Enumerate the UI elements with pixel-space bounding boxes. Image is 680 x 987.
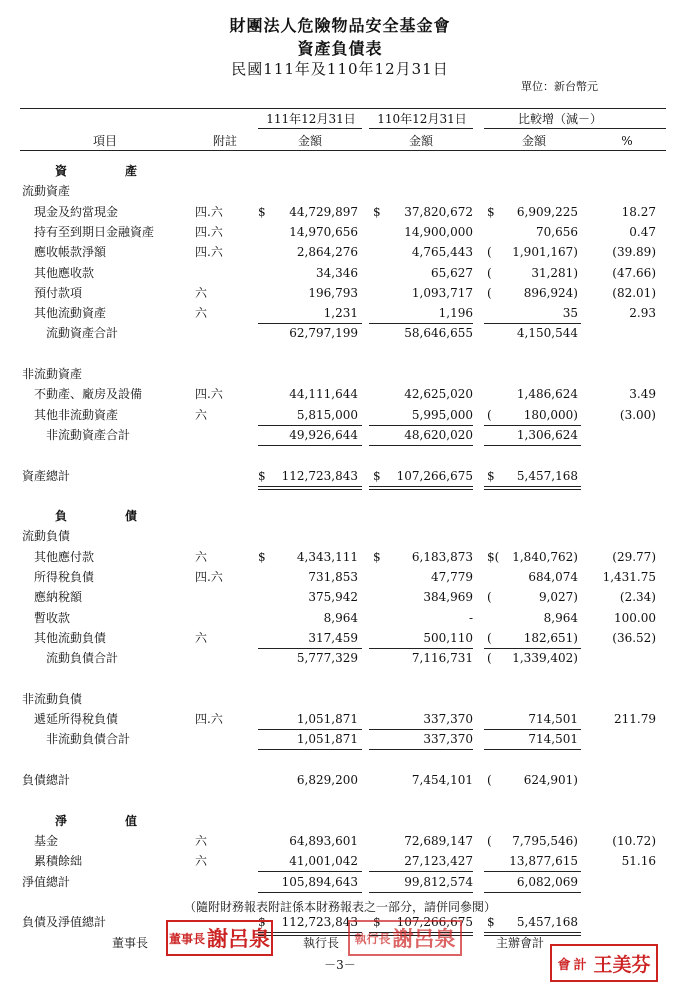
cell-v3: 7,795,546) [512,833,578,848]
row-label: 流動資產 [22,184,71,199]
cell-v2: 500,110 [423,630,473,645]
cell-cp: ( [487,590,492,605]
cell-p: 51.16 [621,854,656,869]
row-label: 其他流動資產 [34,306,107,321]
row-label: 負債總計 [22,773,71,787]
cell-p: 3.49 [629,387,656,402]
row-label: 其他流動負債 [34,630,107,645]
cell-p: 211.79 [614,712,656,727]
cell-v1: 317,459 [308,630,358,645]
cell-v1: 5,815,000 [296,407,358,422]
row-label: 非流動負債 [22,691,83,706]
cell-p: 2.93 [629,306,656,321]
cell-v2: 337,370 [423,712,473,727]
underline-rule [369,445,473,446]
underline-rule [369,425,473,426]
cell-v2: 5,995,000 [411,407,473,422]
cell-v2: 58,646,655 [404,326,473,341]
cell-v3: 6,909,225 [516,204,578,219]
underline-rule [484,749,581,750]
underline-rule [258,489,362,490]
underline-rule [369,489,473,490]
underline-rule [258,486,362,487]
underline-rule [484,425,581,426]
cell-v3: 1,486,624 [516,387,578,402]
cell-v3: 1,840,762) [512,549,578,564]
cell-v3: 5,457,168 [516,468,578,483]
row-label: 預付款項 [34,285,83,300]
cell-v1: 112,723,843 [281,468,358,483]
row-note: 四.六 [195,387,223,402]
cell-v2: - [468,610,473,625]
row-note: 六 [195,833,208,848]
cell-v1: 14,970,656 [289,224,358,239]
col-note: 附註 [212,134,237,148]
underline-rule [258,729,362,730]
cell-cp: ( [487,773,492,787]
cell-v1: 5,777,329 [296,651,358,666]
cell-v3: 684,074 [528,570,578,584]
currency-unit: 單位：新台幣元 [521,80,598,93]
cell-v2: 107,266,675 [396,915,473,930]
col-pct: % [621,134,633,148]
underline-rule [258,749,362,750]
col-amount-compare: 金額 [521,134,546,148]
row-label: 負 債 [54,509,139,524]
cell-c1: $ [258,468,266,483]
col-amount-111: 金額 [297,134,322,148]
cell-v3: 180,000) [523,407,578,422]
cell-v3: 714,501 [528,712,578,727]
row-label: 流動資產合計 [46,326,119,341]
cell-v1: 4,343,111 [296,549,358,564]
cell-p: (36.52) [612,630,656,645]
row-label: 累積餘絀 [34,854,83,869]
row-note: 六 [195,630,208,645]
cell-v2: 7,116,731 [411,651,473,666]
org-name: 財團法人危險物品安全基金會 [229,16,451,35]
cell-c1: $ [258,915,266,930]
cell-v2: 337,370 [423,732,473,747]
row-label: 其他應付款 [34,549,95,564]
cell-v3: 1,306,624 [516,427,578,442]
row-label: 淨 值 [54,813,139,828]
cell-v2: 99,812,574 [404,874,473,889]
cell-v2: 384,969 [423,590,473,605]
cell-p: 100.00 [614,610,656,625]
accountant-stamp: 會計 王美芬 [550,944,658,982]
row-label: 非流動資產 [22,367,83,381]
cell-cp: ( [487,651,492,666]
underline-rule [369,871,473,872]
underline-rule [484,323,581,324]
cell-c1: $ [258,204,266,219]
cell-p: (2.34) [619,590,656,605]
cell-v2: 4,765,443 [411,245,473,260]
row-label: 流動負債合計 [46,651,119,666]
row-label: 遞延所得稅負債 [34,712,119,727]
cell-v1: 44,729,897 [289,204,358,219]
underline-rule [369,892,473,893]
cell-v2: 6,183,873 [411,549,473,564]
underline-rule [258,871,362,872]
cell-p: 18.27 [621,204,656,219]
cell-v2: 42,625,020 [404,387,473,402]
row-label: 非流動負債合計 [46,732,131,747]
cell-v3: 9,027) [538,590,578,605]
report-period: 民國111年及110年12月31日 [231,60,449,78]
underline-rule [258,425,362,426]
cell-p: (47.66) [612,265,656,280]
cell-c2: $ [373,549,381,564]
cell-cp: ( [487,630,492,645]
cell-cp: ( [487,285,492,300]
cell-c2: $ [373,468,381,483]
cell-c1: $ [258,549,266,564]
cell-v1: 34,346 [316,265,358,280]
cell-v2: 107,266,675 [396,468,473,483]
page-number: －3－ [324,958,356,972]
underline-rule [258,932,362,933]
row-label: 基金 [34,833,59,848]
top-rule [20,108,666,109]
cell-v1: 64,893,601 [289,833,358,848]
cell-v3: 624,901) [523,773,578,787]
row-note: 四.六 [195,245,223,260]
cell-cp: ( [487,407,492,422]
cell-v3: 31,281) [531,265,578,280]
underline-rule [258,323,362,324]
underline-rule [484,871,581,872]
cell-v1: 1,051,871 [296,712,358,727]
cell-v3: 1,901,167) [512,245,578,260]
underline-rule [484,892,581,893]
cell-v1: 49,926,644 [289,427,358,442]
cell-v2: 1,093,717 [411,285,473,300]
row-label: 不動產、廠房及設備 [34,387,143,402]
row-label: 淨值總計 [22,874,71,889]
cell-v1: 44,111,644 [289,387,358,402]
cell-p: (10.72) [612,833,656,848]
underline-rule [369,648,473,649]
row-label: 暫收款 [34,610,71,625]
underline-rule [369,729,473,730]
underline-rule [369,486,473,487]
row-label: 其他應收款 [34,265,95,280]
cell-v1: 2,864,276 [296,245,358,260]
cell-c2: $ [373,915,381,930]
underline-rule [369,323,473,324]
cell-v2: 72,689,147 [404,833,473,848]
cell-p: (39.89) [612,245,656,260]
cell-v1: 196,793 [308,285,358,300]
row-label: 資 產 [54,164,139,178]
row-label: 現金及約當現金 [34,204,119,219]
cell-v2: 65,627 [431,265,473,280]
cell-cp: $( [487,549,500,564]
cell-p: (3.00) [619,407,656,422]
row-label: 應納稅額 [34,590,83,605]
cell-v1: 1,051,871 [296,732,358,747]
cell-v3: 6,082,069 [516,874,578,889]
row-note: 六 [195,306,208,321]
underline-rule [369,749,473,750]
cell-v3: 35 [562,306,578,321]
cell-cp: $ [487,915,495,930]
cell-v1: 1,231 [323,306,358,321]
row-note: 四.六 [195,712,223,727]
row-label: 所得稅負債 [34,570,95,584]
report-title: 資產負債表 [297,39,383,58]
ceo-stamp: 執行長 謝呂泉 [348,920,462,956]
cell-v2: 27,123,427 [404,854,473,869]
cell-cp: $ [487,468,495,483]
col-y111: 111年12月31日 [266,112,356,126]
cell-v1: 731,853 [308,570,358,584]
cell-v3: 4,150,544 [516,326,578,341]
row-label: 資產總計 [22,468,71,483]
col-y110: 110年12月31日 [377,112,467,126]
underline-rule [484,486,581,487]
row-note: 四.六 [195,204,223,219]
underline-rule [258,648,362,649]
cell-v2: 48,620,020 [404,427,473,442]
underline-rule [484,648,581,649]
cell-v3: 714,501 [528,732,578,747]
cell-v1: 6,829,200 [296,773,358,787]
cell-c2: $ [373,204,381,219]
underline-rule [484,489,581,490]
col-compare: 比較增（減－） [517,112,602,126]
row-note: 六 [195,407,208,422]
cell-v1: 41,001,042 [289,854,358,869]
header-rule [20,150,666,151]
row-note: 六 [195,549,208,564]
col-amount-110: 金額 [408,134,433,148]
row-note: 六 [195,854,208,869]
cell-v3: 896,924) [523,285,578,300]
row-label: 負債及淨值總計 [22,915,107,930]
cell-cp: ( [487,245,492,260]
cell-cp: $ [487,204,495,219]
underline-rule [484,445,581,446]
cell-v1: 112,723,843 [281,915,358,930]
row-note: 四.六 [195,570,223,584]
ceo-label: 執行長 [303,936,340,950]
cell-v3: 13,877,615 [509,854,578,869]
cell-v2: 7,454,101 [411,773,473,787]
underline-rule [484,729,581,730]
cell-v2: 14,900,000 [404,224,473,239]
row-label: 非流動資產合計 [46,427,131,442]
cell-v1: 62,797,199 [289,326,358,341]
footer-note: （隨附財務報表附註係本財務報表之一部分，請併同參閱） [183,900,496,914]
row-label: 其他非流動資產 [34,407,119,422]
cell-v1: 375,942 [308,590,358,605]
cell-v2: 37,820,672 [404,204,473,219]
underline-rule [484,932,581,933]
cell-v2: 47,779 [431,570,473,584]
cell-cp: ( [487,265,492,280]
cell-v2: 1,196 [438,306,473,321]
accountant-label: 主辦會計 [496,936,545,950]
cell-cp: ( [487,833,492,848]
cell-v3: 182,651) [523,630,578,645]
underline-rule [258,445,362,446]
cell-v3: 70,656 [536,224,578,239]
row-note: 四.六 [195,224,223,239]
row-label: 應收帳款淨額 [34,245,107,260]
row-label: 持有至到期日金融資產 [34,224,155,239]
col-item: 項目 [92,134,117,148]
cell-p: 1,431.75 [602,570,656,584]
cell-p: 0.47 [629,224,656,239]
cell-p: (29.77) [612,549,656,564]
cell-p: (82.01) [612,285,656,300]
row-label: 流動負債 [22,529,71,544]
cell-v3: 1,339,402) [512,651,578,666]
underline-rule [258,892,362,893]
row-note: 六 [195,285,208,300]
cell-v1: 105,894,643 [281,874,358,889]
chairman-label: 董事長 [112,936,149,950]
cell-v3: 5,457,168 [516,915,578,930]
chairman-stamp: 董事長 謝呂泉 [166,920,273,956]
cell-v1: 8,964 [323,610,358,625]
cell-v3: 8,964 [543,610,578,625]
